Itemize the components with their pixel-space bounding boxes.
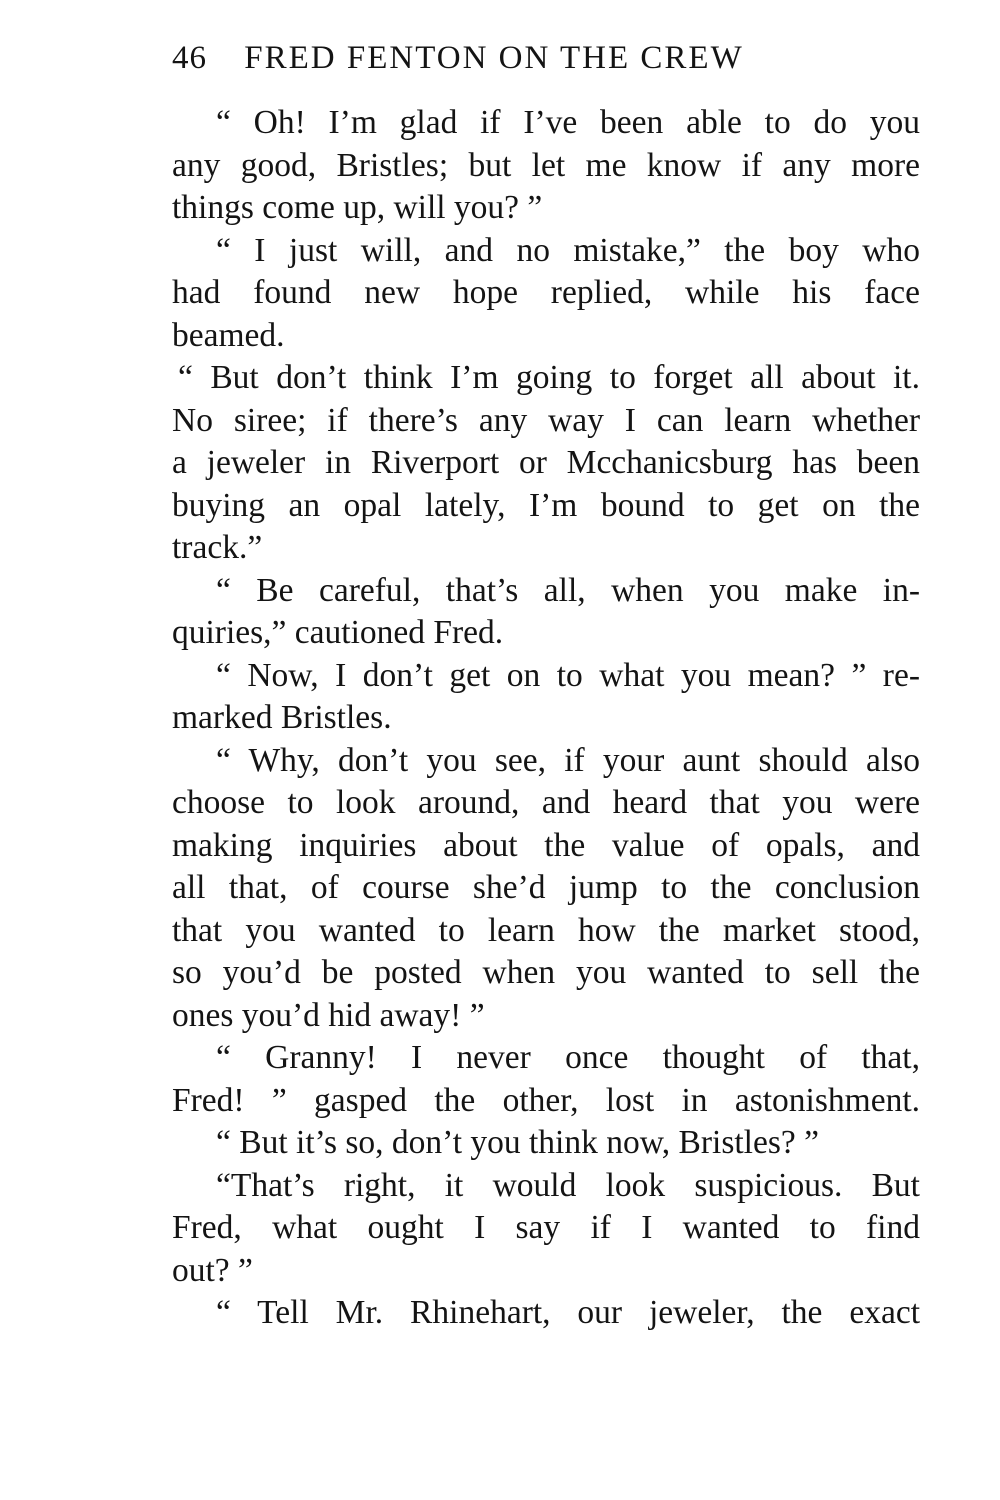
text-line: out? ”: [172, 1251, 253, 1289]
text-line: No siree; if there’s any way I can learn whether: [172, 401, 920, 439]
text-line: marked Bristles.: [172, 699, 392, 736]
text-line: “ Be careful, that’s all, when you make in-: [216, 571, 920, 609]
text-line: buying an opal lately, I’m bound to get on the: [172, 486, 920, 524]
text-line: “ I just will, and no mistake,” the boy who: [216, 231, 920, 269]
text-line: all that, of course she’d jump to the conclusion: [172, 869, 920, 906]
body-text: [172, 102, 920, 1335]
text-line: “ Oh! I’m glad if I’ve been able to do you: [216, 104, 920, 141]
text-line: “That’s right, it would look suspicious. But: [216, 1166, 920, 1204]
text-line: so you’d be posted when you wanted to sell the: [172, 954, 920, 991]
text-line: quiries,” cautioned Fred.: [172, 614, 504, 651]
text-line: making inquiries about the value of opals, and: [172, 826, 920, 864]
page-header: [172, 36, 920, 80]
text-line: a jeweler in Riverport or Mcchanicsburg has been: [172, 444, 920, 481]
text-line: “ Now, I don’t get on to what you mean? ” re-: [216, 656, 920, 694]
text-line: beamed.: [172, 316, 285, 354]
text-line: “ Granny! I never once thought of that,: [216, 1039, 920, 1076]
text-line: ones you’d hid away! ”: [172, 996, 485, 1034]
running-title: FRED FENTON ON THE CREW: [244, 40, 744, 76]
page-number: 46: [172, 40, 207, 76]
text-line: “ Why, don’t you see, if your aunt should also: [216, 741, 920, 779]
text-line: Fred, what ought I say if I wanted to find: [172, 1209, 920, 1246]
text-line: things come up, will you? ”: [172, 189, 543, 226]
text-line: track.”: [172, 529, 263, 566]
text-line: Fred! ” gasped the other, lost in astonishment.: [172, 1081, 920, 1119]
text-line: “ Tell Mr. Rhinehart, our jeweler, the exact: [216, 1294, 920, 1331]
text-line: any good, Bristles; but let me know if any more: [172, 146, 920, 184]
text-line: “ But don’t think I’m going to forget all about it.: [178, 359, 920, 396]
text-line: had found new hope replied, while his face: [172, 274, 920, 311]
text-line: “ But it’s so, don’t you think now, Bristles? ”: [216, 1124, 819, 1161]
text-line: that you wanted to learn how the market stood,: [172, 911, 920, 949]
text-line: choose to look around, and heard that you were: [172, 784, 920, 821]
